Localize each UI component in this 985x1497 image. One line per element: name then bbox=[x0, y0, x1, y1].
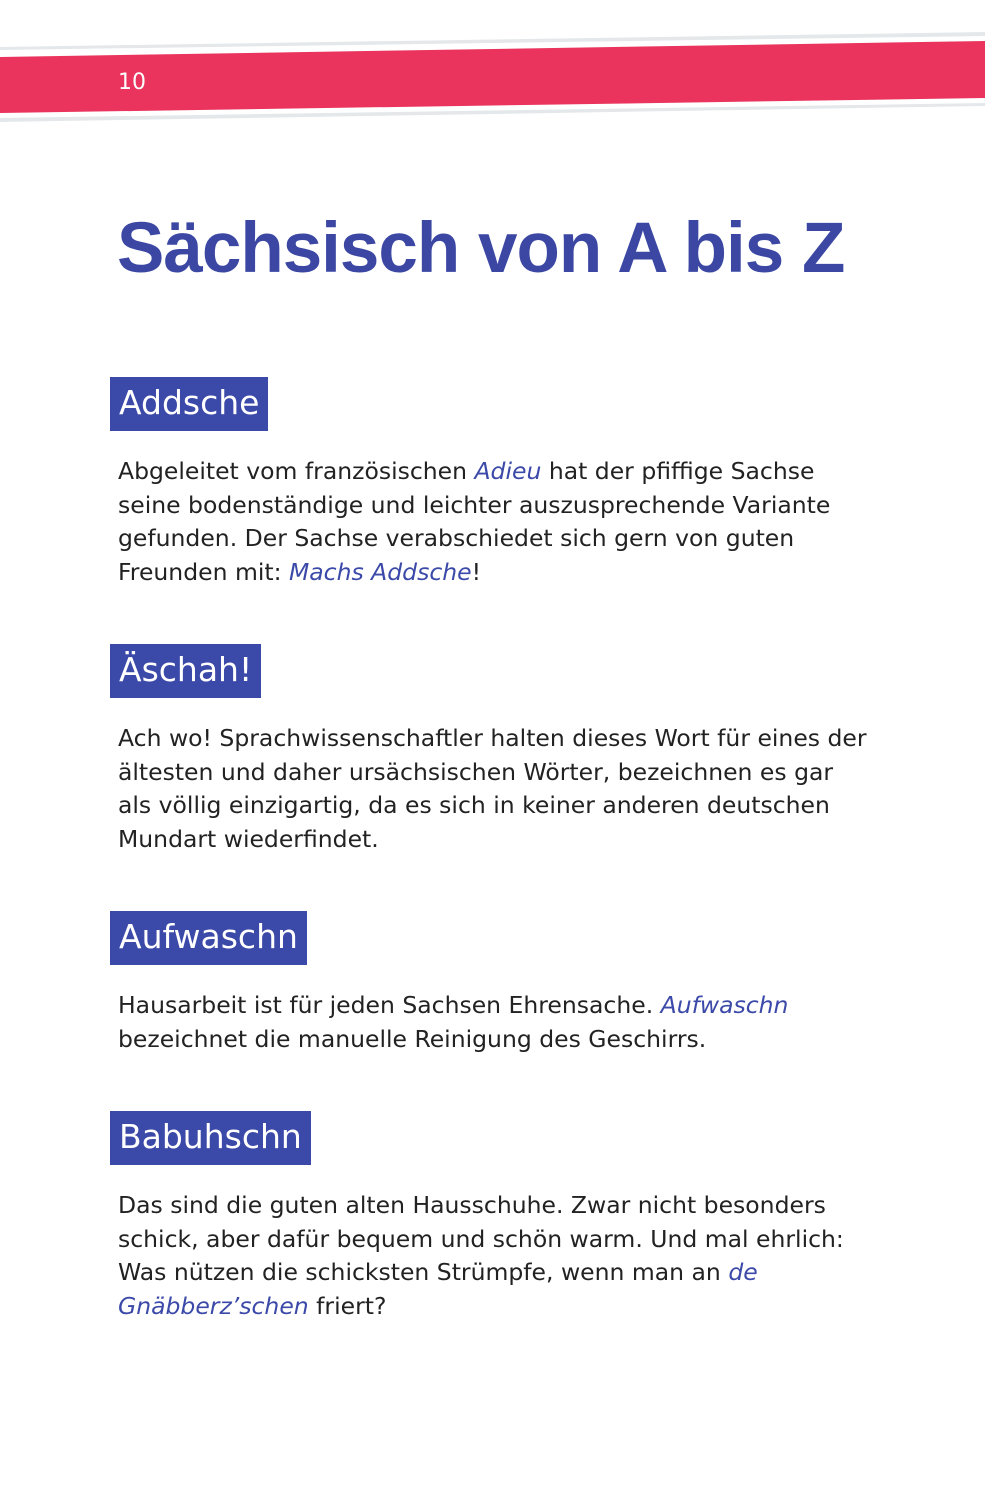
entry-definition bbox=[118, 722, 870, 856]
entry-aufwaschn bbox=[110, 911, 870, 1056]
entry-term: Äschah! bbox=[110, 644, 261, 698]
entry-aeschah bbox=[110, 644, 870, 856]
page-title: Sächsisch von A bis Z bbox=[117, 209, 845, 288]
definition-text: hat der pfiffige Sachse seine bodenständige und leichter auszusprechende Variante gefunden. Der Sachse verabschiedet sich gern von guten Freunden mit: bbox=[118, 457, 831, 586]
definition-text: Ach wo! Sprachwissenschaftler halten dieses Wort für eines der ältesten und daher ursächsischen Wörter, bezeichnen es gar als völlig einzigartig, da es sich in keiner anderen deutschen Mundart wiederfindet. bbox=[118, 724, 867, 853]
dialect-term: Machs Addsche bbox=[288, 557, 472, 586]
entry-term: Addsche bbox=[110, 377, 268, 431]
page-number: 10 bbox=[118, 70, 146, 95]
definition-text: Hausarbeit ist für jeden Sachsen Ehrensache. bbox=[118, 991, 661, 1019]
entry-term: Aufwaschn bbox=[110, 911, 307, 965]
entry-term: Babuhschn bbox=[110, 1111, 311, 1165]
definition-text: Abgeleitet vom französischen bbox=[118, 457, 475, 485]
entry-definition bbox=[118, 455, 870, 589]
definition-text: Das sind die guten alten Hausschuhe. Zwar nicht besonders schick, aber dafür bequem und schön warm. Und mal ehrlich: Was nützen die schicksten Strümpfe, wenn man an bbox=[118, 1191, 844, 1286]
definition-text: friert? bbox=[308, 1291, 387, 1320]
entry-definition bbox=[118, 989, 870, 1056]
dialect-term: Adieu bbox=[474, 457, 542, 485]
entry-addsche bbox=[110, 377, 870, 589]
entry-definition bbox=[118, 1189, 870, 1323]
definition-text: ! bbox=[471, 557, 482, 586]
entry-babuhschn bbox=[110, 1111, 870, 1323]
dialect-term: Aufwaschn bbox=[660, 991, 789, 1019]
definition-text: bezeichnet die manuelle Reinigung des Geschirrs. bbox=[118, 1024, 707, 1053]
dialect-term: de Gnäbberz’schen bbox=[118, 1258, 758, 1320]
